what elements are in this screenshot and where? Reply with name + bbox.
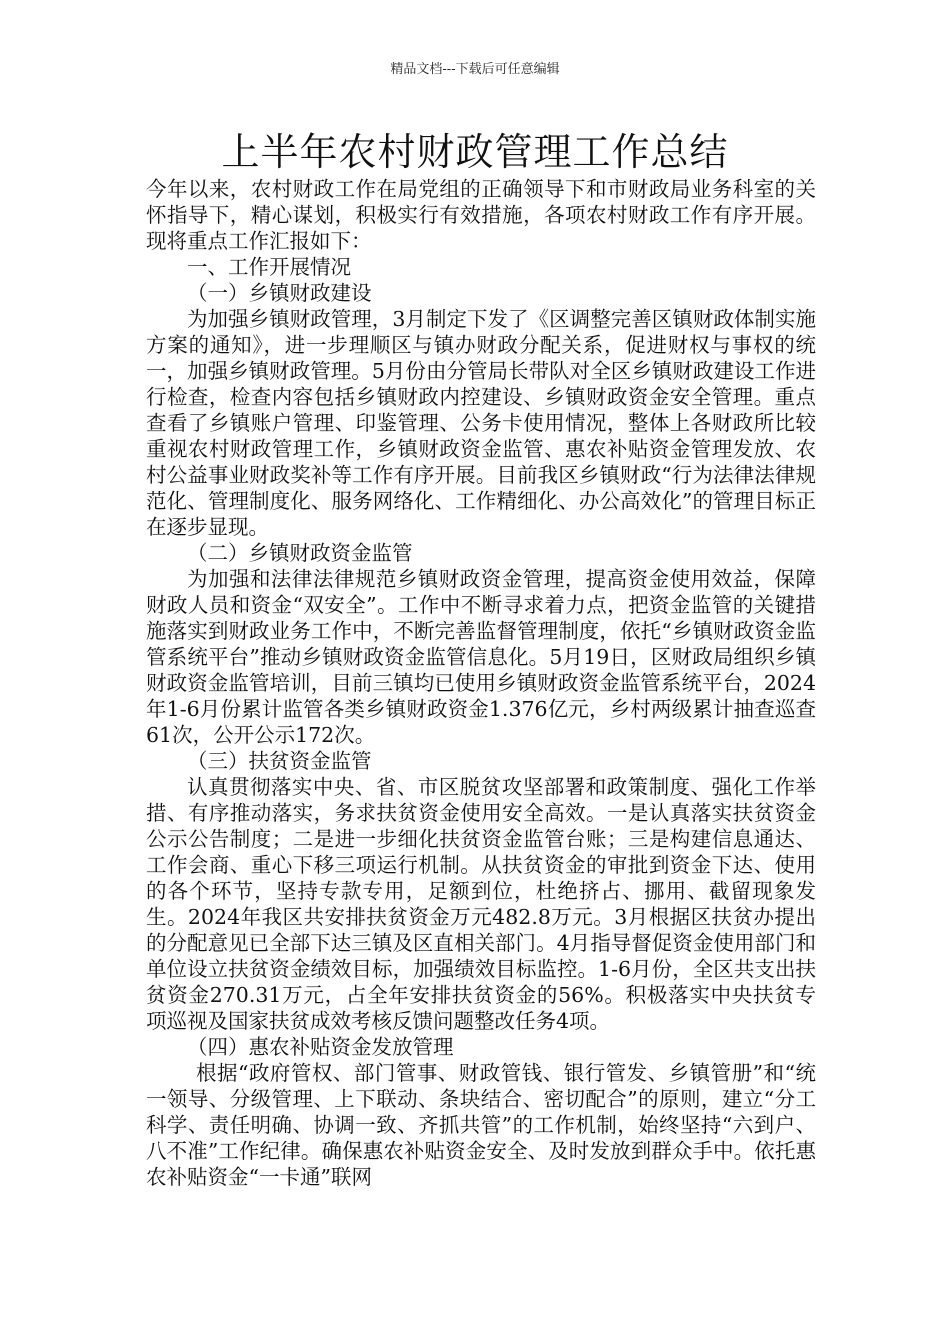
paragraph-subsidy-distribution: 根据“政府管权、部门管事、财政管钱、银行管发、乡镇管册”和“统一领导、分级管理、上下联动、条块结合、密切配合”的原则，建立“分工科学、责任明确、协调一致、齐抓共管”的工作机制，始终坚持“六到户、八不准”工作纪律。确保惠农补贴资金安全、及时发放到群众手中。依托惠农补贴资金“一卡通”联网 (146, 1061, 816, 1189)
section-heading-1: 一、工作开展情况 (187, 255, 351, 279)
document-body (146, 176, 816, 1190)
subsection-heading-3: （三）扶贫资金监管 (187, 749, 372, 773)
intro-paragraph: 今年以来，农村财政工作在局党组的正确领导下和市财政局业务科室的关怀指导下，精心谋划，积极实行有效措施，各项农村财政工作有序开展。现将重点工作汇报如下： (146, 177, 816, 253)
subsection-heading-1: （一）乡镇财政建设 (187, 281, 372, 305)
paragraph-poverty-fund: 认真贯彻落实中央、省、市区脱贫攻坚部署和政策制度、强化工作举措、有序推动落实，务求扶贫资金使用安全高效。一是认真落实扶贫资金公示公告制度；二是进一步细化扶贫资金监管台账；三是构建信息通达、工作会商、重心下移三项运行机制。从扶贫资金的审批到资金下达、使用的各个环节，坚持专款专用，足额到位，杜绝挤占、挪用、截留现象发生。2024年我区共安排扶贫资金万元482.8万元。3月根据区扶贫办提出的分配意见已全部下达三镇及区直相关部门。4月指导督促资金使用部门和单位设立扶贫资金绩效目标，加强绩效目标监控。1-6月份，全区共支出扶贫资金270.31万元，占全年安排扶贫资金的56%。积极落实中央扶贫专项巡视及国家扶贫成效考核反馈问题整改任务4项。 (146, 775, 816, 1033)
subsection-heading-2: （二）乡镇财政资金监管 (187, 541, 413, 565)
header-note: 精品文档---下载后可任意编辑 (390, 62, 560, 77)
paragraph-township-finance: 为加强乡镇财政管理，3月制定下发了《区调整完善区镇财政体制实施方案的通知》，进一步理顺区与镇办财政分配关系，促进财权与事权的统一，加强乡镇财政管理。5月份由分管局长带队对全区乡镇财政建设工作进行检查，检查内容包括乡镇财政内控建设、乡镇财政资金安全管理。重点查看了乡镇账户管理、印鉴管理、公务卡使用情况，整体上各财政所比较重视农村财政管理工作，乡镇财政资金监管、惠农补贴资金管理发放、农村公益事业财政奖补等工作有序开展。目前我区乡镇财政“行为法律法律规范化、管理制度化、服务网络化、工作精细化、办公高效化”的管理目标正在逐步显现。 (146, 307, 816, 539)
paragraph-fund-supervision: 为加强和法律法律规范乡镇财政资金管理，提高资金使用效益，保障财政人员和资金“双安全”。工作中不断寻求着力点，把资金监管的关键措施落实到财政业务工作中，不断完善监督管理制度，依托“乡镇财政资金监管系统平台”推动乡镇财政资金监管信息化。5月19日，区财政局组织乡镇财政资金监管培训，目前三镇均已使用乡镇财政资金监管系统平台，2024年1-6月份累计监管各类乡镇财政资金1.376亿元，乡村两级累计抽查巡查61次，公开公示172次。 (146, 567, 816, 747)
subsection-heading-4: （四）惠农补贴资金发放管理 (187, 1035, 454, 1059)
page-title: 上半年农村财政管理工作总结 (221, 130, 729, 174)
